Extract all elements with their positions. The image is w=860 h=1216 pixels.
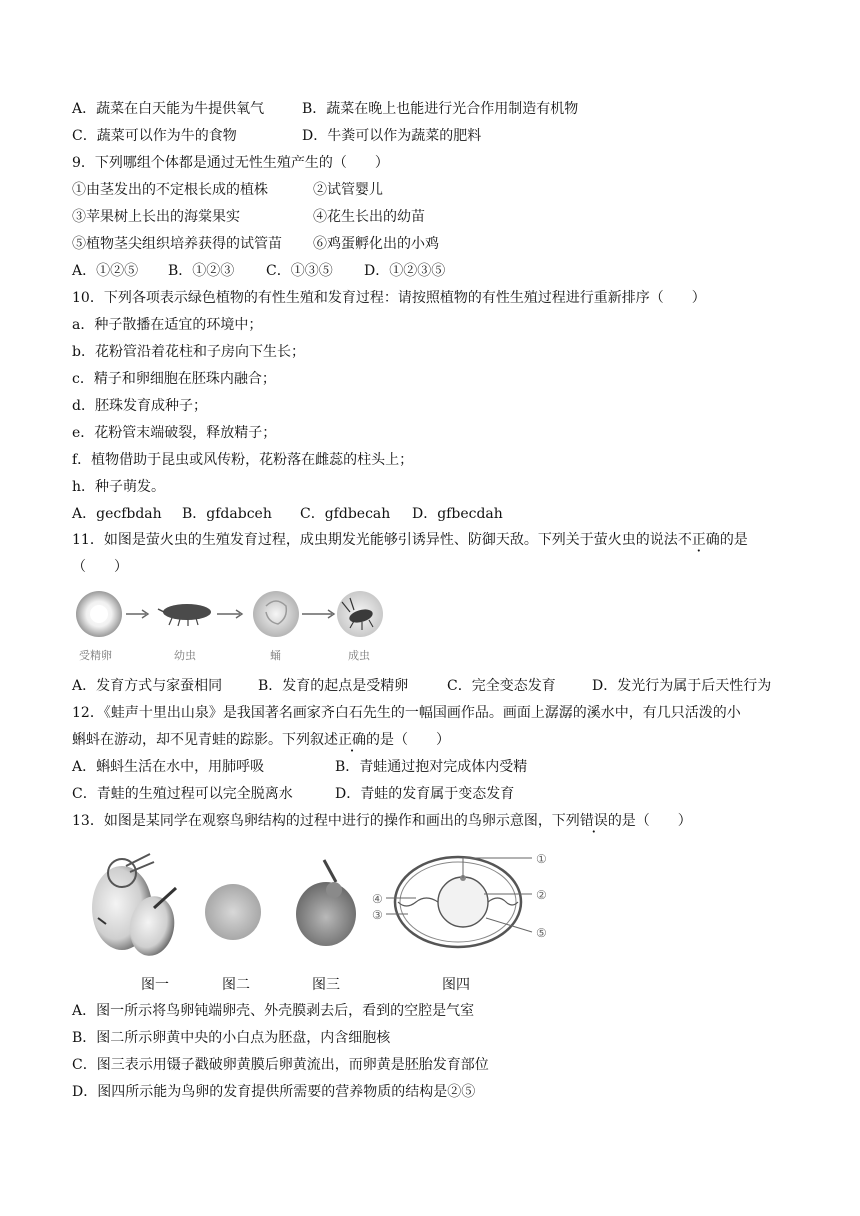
diagram-label-1: ① [536,852,547,866]
q9-item-5: ⑤植物茎尖组织培养获得的试管苗 [72,236,282,252]
q12-stem-pre: 蝌蚪在游动，却不见青蛙的踪影。下列叙述 [72,732,338,748]
q9-option-d: D．①②③⑤ [364,263,446,279]
q9-stem: 9．下列哪组个体都是通过无性生殖产生的（ ） [72,155,389,171]
q8-option-a: A．蔬菜在白天能为牛提供氧气 [72,101,265,117]
pupa-illustration [253,591,299,637]
q11-option-c: C．完全变态发育 [447,678,556,694]
q9-option-b: B．①②③ [168,263,235,279]
q9-item-3: ③苹果树上长出的海棠果实 [72,209,240,225]
q11-paren: （ ） [72,559,128,575]
figure-caption-2: 图二 [222,977,250,993]
q12-stem-line-2 [72,731,450,749]
q10-option-b: B．gfdabceh [182,506,272,522]
diagram-label-2: ② [536,888,547,902]
q8-option-d: D．牛粪可以作为蔬菜的肥料 [302,128,482,144]
q10-stem: 10．下列各项表示绿色植物的有性生殖和发育过程：请按照植物的有性生殖过程进行重新排序（ ） [72,290,706,306]
bird-egg-figures [86,848,576,966]
figure-3-broken-yolk [296,860,356,946]
q10-step-a: a．种子散播在适宜的环境中； [72,317,263,333]
q13-stem-emphasis: 错误 [579,813,608,829]
q10-step-e: e．花粉管末端破裂，释放精子； [72,425,277,441]
q10-step-c: c．精子和卵细胞在胚珠内融合； [72,371,276,387]
fig-label-larva: 幼虫 [174,649,196,662]
q9-option-a: A．①②⑤ [72,263,139,279]
q11-stem-post: 的是 [719,532,748,548]
q12-option-d: D．青蛙的发育属于变态发育 [335,786,515,802]
q12-stem-post: 的是（ ） [366,732,450,748]
q11-option-d: D．发光行为属于后天性行为 [592,678,772,694]
q8-option-b: B．蔬菜在晚上也能进行光合作用制造有机物 [302,101,579,117]
larva-illustration [158,604,211,626]
figure-1-egg-opening [92,854,179,959]
q9-item-6: ⑥鸡蛋孵化出的小鸡 [313,236,439,252]
q13-option-c: C．图三表示用镊子戳破卵黄膜后卵黄流出，而卵黄是胚胎发育部位 [72,1057,489,1073]
q10-step-b: b．花粉管沿着花柱和子房向下生长； [72,344,305,360]
q9-option-c: C．①③⑤ [266,263,333,279]
figure-caption-4: 图四 [442,977,470,993]
q10-step-f: f．植物借助于昆虫或风传粉，花粉落在雌蕊的柱头上； [72,452,414,468]
diagram-label-3: ③ [372,908,383,922]
q10-step-d: d．胚珠发育成种子； [72,398,207,414]
q8-option-c: C．蔬菜可以作为牛的食物 [72,128,237,144]
adult-illustration [337,591,383,637]
q13-option-b: B．图二所示卵黄中央的小白点为胚盘，内含细胞核 [72,1030,391,1046]
q10-step-h: h．种子萌发。 [72,479,166,495]
q12-option-a: A．蝌蚪生活在水中，用肺呼吸 [72,759,265,775]
diagram-label-4: ④ [372,892,383,906]
fig-label-adult: 成虫 [348,649,370,662]
q13-stem-post: 的是（ ） [607,813,692,829]
q12-option-c: C．青蛙的生殖过程可以完全脱离水 [72,786,293,802]
q11-option-b: B．发育的起点是受精卵 [258,678,409,694]
q11-option-a: A．发育方式与家蚕相同 [72,678,223,694]
q9-item-2: ②试管婴儿 [313,182,383,198]
firefly-life-cycle-figure [74,584,394,664]
q13-stem [72,812,692,830]
q10-option-c: C．gfdbecah [300,506,391,522]
q10-option-a: A．gecfbdah [72,506,162,522]
q13-option-a: A．图一所示将鸟卵钝端卵壳、外壳膜剥去后，看到的空腔是气室 [72,1003,475,1019]
q11-stem-pre: 11．如图是萤火虫的生殖发育过程，成虫期发光能够引诱异性、防御天敌。下列关于萤火虫的说法 [72,532,678,548]
q11-stem [72,531,748,549]
egg-illustration [76,591,122,637]
q13-stem-pre: 13．如图是某同学在观察鸟卵结构的过程中进行的操作和画出的鸟卵示意图，下列 [72,813,580,829]
diagram-label-5: ⑤ [536,926,547,940]
fig-label-egg: 受精卵 [79,649,112,662]
q12-option-b: B．青蛙通过抱对完成体内受精 [335,759,528,775]
q12-stem-line-1: 12．《蛙声十里出山泉》是我国著名画家齐白石先生的一幅国画作品。画面上潺潺的溪水中，有几只活泼的小 [72,705,741,721]
figure-2-yolk [205,884,261,940]
figure-4-egg-diagram [372,852,547,947]
q12-stem-emphasis: 正确 [338,732,366,748]
q9-item-4: ④花生长出的幼苗 [313,209,425,225]
q9-item-1: ①由茎发出的不定根长成的植株 [72,182,268,198]
fig-label-pupa: 蛹 [270,649,281,662]
q10-option-d: D．gfbecdah [412,506,503,522]
q13-option-d: D．图四所示能为鸟卵的发育提供所需要的营养物质的结构是②⑤ [72,1084,476,1100]
figure-caption-3: 图三 [312,977,340,993]
q11-stem-emphasis: 不正确 [677,532,720,548]
figure-caption-1: 图一 [141,977,169,993]
